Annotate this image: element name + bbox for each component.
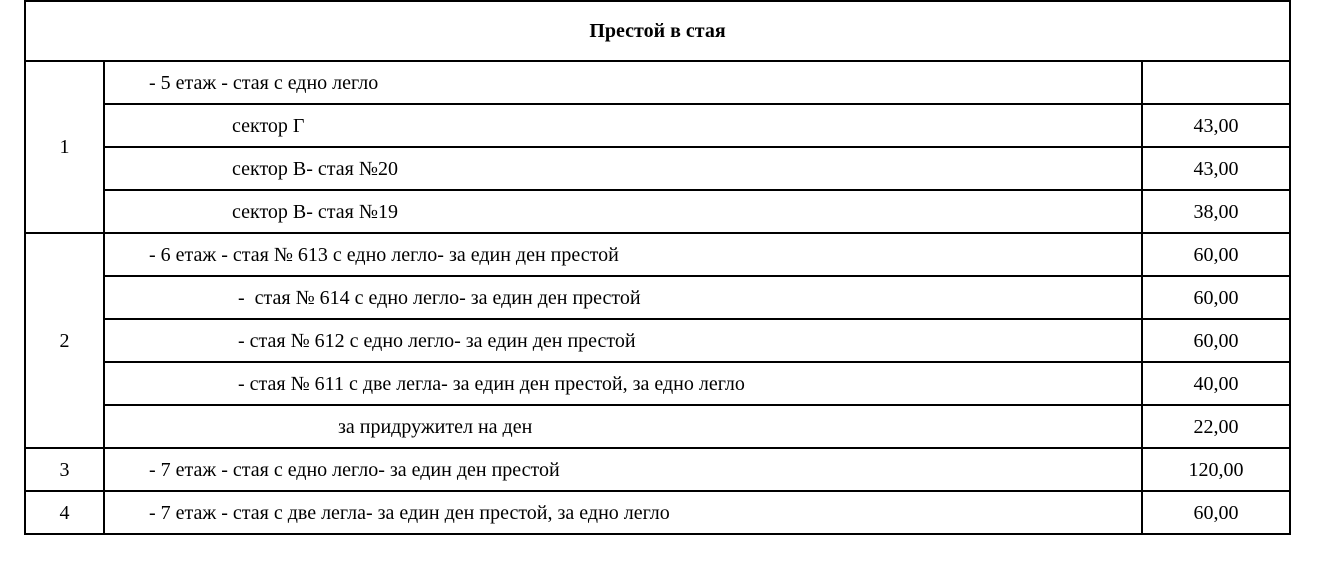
row-price: 60,00 xyxy=(1142,276,1290,319)
table-row xyxy=(25,319,1290,362)
table-row xyxy=(25,362,1290,405)
row-description: за придружител на ден xyxy=(104,405,1142,448)
row-description: - 6 етаж - стая № 613 с едно легло- за един ден престой xyxy=(104,233,1142,276)
table-row xyxy=(25,61,1290,104)
row-price: 120,00 xyxy=(1142,448,1290,491)
table-row xyxy=(25,147,1290,190)
table-row xyxy=(25,491,1290,534)
row-number: 4 xyxy=(25,491,104,534)
table-row xyxy=(25,104,1290,147)
row-price: 22,00 xyxy=(1142,405,1290,448)
row-price: 43,00 xyxy=(1142,104,1290,147)
row-description: - 7 етаж - стая с едно легло- за един ден престой xyxy=(104,448,1142,491)
row-price: 60,00 xyxy=(1142,491,1290,534)
row-price xyxy=(1142,61,1290,104)
table-row xyxy=(25,233,1290,276)
row-description: - 7 етаж - стая с две легла- за един ден престой, за едно легло xyxy=(104,491,1142,534)
row-price: 40,00 xyxy=(1142,362,1290,405)
table-row xyxy=(25,276,1290,319)
row-price: 60,00 xyxy=(1142,319,1290,362)
table-title: Престой в стая xyxy=(25,1,1290,61)
table-row xyxy=(25,448,1290,491)
table-header-row xyxy=(25,1,1290,61)
row-description: - стая № 611 с две легла- за един ден престой, за едно легло xyxy=(104,362,1142,405)
row-description: - стая № 612 с едно легло- за един ден престой xyxy=(104,319,1142,362)
table-row xyxy=(25,190,1290,233)
row-description: сектор Г xyxy=(104,104,1142,147)
row-number: 3 xyxy=(25,448,104,491)
row-number: 1 xyxy=(25,61,104,233)
table-row xyxy=(25,405,1290,448)
row-description: сектор В- стая №19 xyxy=(104,190,1142,233)
row-description: - 5 етаж - стая с едно легло xyxy=(104,61,1142,104)
room-stay-price-table xyxy=(24,0,1291,535)
row-description: сектор В- стая №20 xyxy=(104,147,1142,190)
row-number: 2 xyxy=(25,233,104,448)
row-price: 43,00 xyxy=(1142,147,1290,190)
row-price: 60,00 xyxy=(1142,233,1290,276)
row-price: 38,00 xyxy=(1142,190,1290,233)
row-description: - стая № 614 с едно легло- за един ден престой xyxy=(104,276,1142,319)
